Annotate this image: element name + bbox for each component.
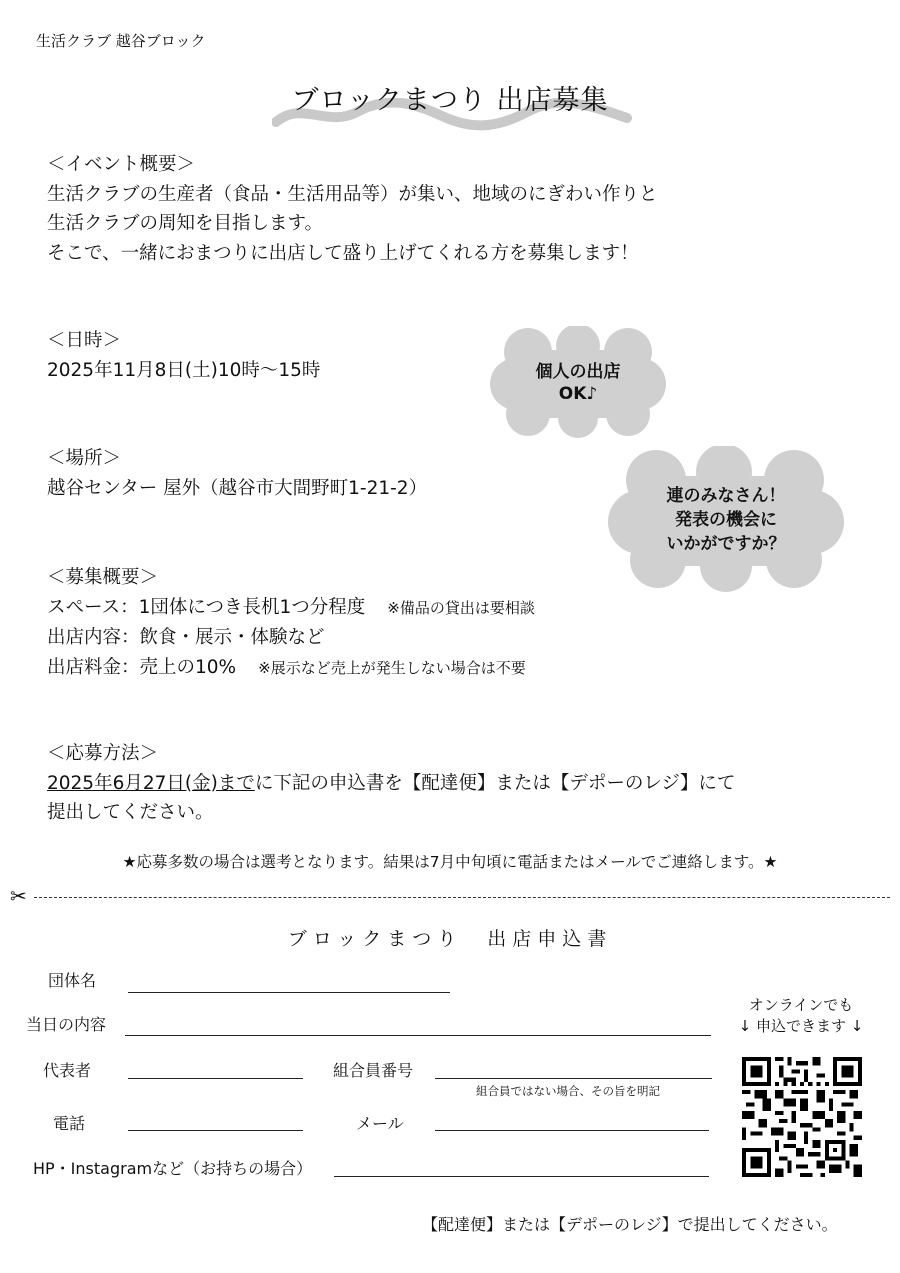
member-number-note: 組合員ではない場合、その旨を明記	[476, 1084, 660, 1098]
event-overview-line: そこで、一緒におまつりに出店して盛り上げてくれる方を募集します！	[47, 242, 639, 264]
phone-label: 電話	[53, 1114, 86, 1133]
place-heading: ＜場所＞	[47, 448, 122, 469]
member-number-field[interactable]	[435, 1078, 712, 1079]
apply-heading: ＜応募方法＞	[47, 743, 159, 764]
bubble-individual-line: OK♪	[558, 384, 598, 404]
place-value: 越谷センター 屋外（越谷市大間野町1-21-2）	[47, 477, 428, 499]
event-overview-heading: ＜イベント概要＞	[47, 154, 196, 175]
event-overview-section	[47, 150, 658, 268]
recruit-heading: ＜募集概要＞	[47, 567, 159, 588]
bubble-group-line: いかがですか？	[666, 534, 786, 554]
form-submit-instructions: 【配達便】または【デポーのレジ】で提出してください。	[422, 1215, 838, 1234]
recruit-section	[47, 563, 535, 683]
datetime-value: 2025年11月8日(土)10時～15時	[47, 359, 321, 381]
form-title: ブロックまつり 出店申込書	[287, 928, 613, 950]
apply-instructions-cont: 提出してください。	[47, 802, 214, 823]
recruit-space-note: ※備品の貸出は要相談	[387, 598, 535, 617]
bubble-group-line: 発表の機会に	[675, 510, 777, 530]
representative-field[interactable]	[128, 1078, 303, 1079]
apply-deadline: 2025年6月27日(金)まで	[47, 772, 255, 794]
datetime-heading: ＜日時＞	[47, 330, 122, 351]
online-apply-line: ↓ 申込できます ↓	[738, 1017, 864, 1035]
recruit-fee-note: ※展示など売上が発生しない場合は不要	[258, 658, 526, 677]
sns-field[interactable]	[334, 1176, 709, 1177]
recruit-space: スペース：1団体につき長机1つ分程度	[47, 596, 366, 618]
scissors-icon: ✂	[10, 884, 27, 908]
day-content-label: 当日の内容	[26, 1015, 107, 1034]
event-overview-line: 生活クラブの生産者（食品・生活用品等）が集い、地域のにぎわい作りと	[47, 183, 658, 205]
datetime-section	[47, 326, 320, 385]
online-apply-text	[728, 995, 874, 1037]
place-section	[47, 444, 427, 503]
bubble-group-text	[608, 484, 844, 556]
representative-label: 代表者	[43, 1061, 92, 1080]
recruit-content: 出店内容：飲食・展示・体験など	[47, 627, 325, 648]
day-content-field[interactable]	[125, 1035, 711, 1036]
page-title: ブロックまつり 出店募集	[291, 85, 609, 116]
event-overview-line: 生活クラブの周知を目指します。	[47, 213, 324, 234]
bubble-group-line: 連のみなさん！	[666, 486, 786, 506]
group-name-field[interactable]	[128, 992, 450, 993]
mail-label: メール	[356, 1114, 404, 1133]
recruit-fee: 出店料金：売上の10%	[47, 656, 237, 678]
selection-notice: ★応募多数の場合は選考となります。結果は7月中旬頃に電話またはメールでご連絡します。★	[122, 853, 778, 871]
bubble-individual-text	[488, 361, 668, 405]
apply-instructions: に下記の申込書を【配達便】または【デポーのレジ】にて	[254, 772, 736, 794]
apply-section	[47, 739, 735, 828]
cut-line	[34, 897, 890, 898]
online-apply-line: オンラインでも	[748, 996, 854, 1014]
mail-field[interactable]	[435, 1130, 709, 1131]
group-name-label: 団体名	[48, 971, 97, 990]
qr-code-icon[interactable]	[742, 1057, 862, 1177]
phone-field[interactable]	[128, 1130, 303, 1131]
sns-label: HP・Instagramなど（お持ちの場合）	[33, 1159, 313, 1178]
member-number-label: 組合員番号	[333, 1061, 414, 1080]
organization-name: 生活クラブ 越谷ブロック	[36, 32, 206, 50]
bubble-individual-line: 個人の出店	[535, 362, 621, 382]
